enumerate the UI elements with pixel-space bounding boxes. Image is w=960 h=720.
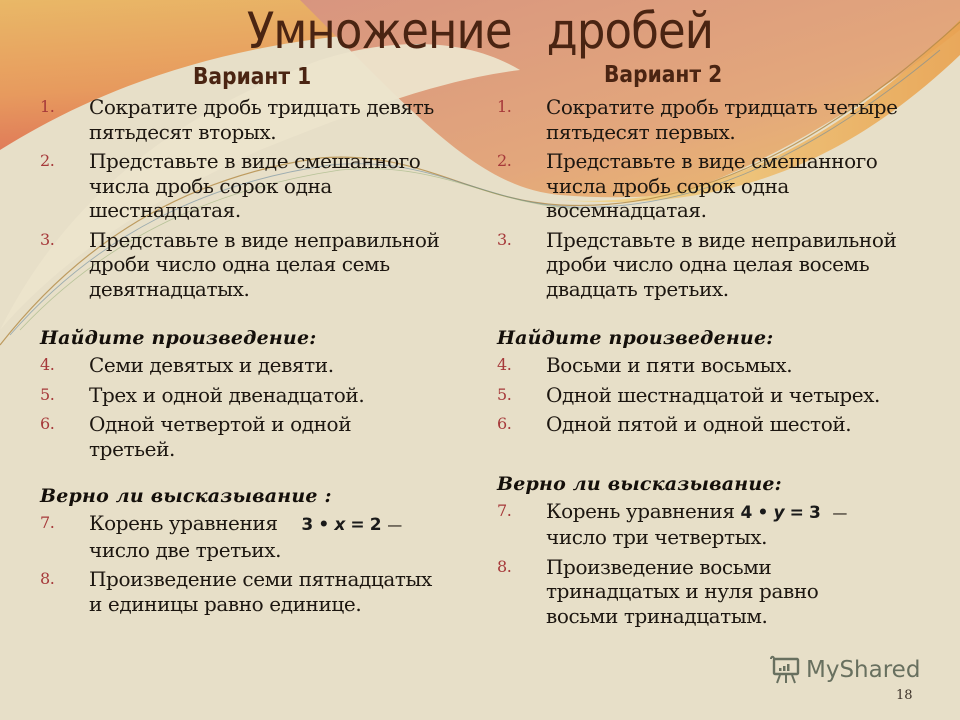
item-number: 1.: [497, 97, 512, 116]
variant-1-column: [40, 95, 480, 621]
item-text: Сократите дробь тридцать четыре пятьдесят первых.: [546, 95, 898, 144]
item-number: 1.: [40, 97, 55, 116]
variant-2-heading: Вариант 2: [604, 62, 723, 88]
item-text-continued: число две третьих.: [89, 537, 282, 562]
variant-1-heading: Вариант 1: [193, 64, 312, 90]
task-item: [497, 383, 937, 408]
slide-title: Умножение дробей: [246, 2, 714, 60]
dash: —: [832, 503, 847, 522]
task-item: [497, 95, 937, 144]
equation-left: 3 •: [301, 515, 335, 535]
item-number: 5.: [497, 384, 512, 404]
item-text: Одной шестнадцатой и четырех.: [546, 382, 881, 407]
task-item: [497, 499, 937, 550]
item-number: 7.: [497, 500, 512, 520]
item-number: 3.: [497, 229, 512, 249]
task-item: [40, 95, 480, 144]
section-heading-product: Найдите произведение:: [497, 327, 774, 349]
equation-right: = 3: [784, 502, 821, 523]
item-text: Одной пятой и одной шестой.: [546, 412, 852, 436]
task-item: [497, 149, 937, 223]
item-text: Восьми и пяти восьмых.: [546, 353, 793, 377]
item-text: Представьте в виде смешанного числа дробь сорок одна шестнадцатая.: [89, 149, 421, 222]
section-heading-statement: Верно ли высказывание:: [497, 472, 782, 495]
task-item: [40, 412, 480, 461]
task-item: [497, 353, 937, 378]
item-text: Представьте в виде неправильной дроби число одна целая семь девятнадцатых.: [89, 227, 440, 301]
item-number: 6.: [497, 414, 512, 433]
item-number: 4.: [40, 355, 55, 374]
equation: [741, 503, 821, 523]
item-text: Произведение восьми тринадцатых и нуля равно восьми тринадцатым.: [546, 554, 819, 628]
section-heading-product: Найдите произведение:: [40, 327, 317, 349]
item-number: 8.: [40, 569, 55, 588]
task-item: [40, 567, 480, 616]
item-number: 4.: [497, 355, 512, 374]
item-text: Сократите дробь тридцать девять пятьдесят вторых.: [89, 95, 434, 144]
item-text: Семи девятых и девяти.: [89, 353, 334, 377]
item-text: Корень уравнения: [89, 511, 278, 535]
task-item: [40, 353, 480, 378]
item-number: 3.: [40, 229, 55, 249]
myshared-watermark: [768, 655, 920, 685]
task-item: [40, 228, 480, 302]
task-item: [40, 511, 480, 562]
dash: —: [387, 516, 402, 534]
item-text: Произведение семи пятнадцатых и единицы равно единице.: [89, 567, 432, 616]
task-item: [40, 383, 480, 408]
item-text-continued: число три четвертых.: [546, 525, 768, 549]
task-item: [497, 555, 937, 629]
equation-right: = 2: [344, 515, 382, 535]
item-number: 5.: [40, 384, 55, 404]
item-number: 8.: [497, 556, 512, 576]
item-number: 2.: [497, 151, 512, 170]
item-text: Представьте в виде неправильной дроби число одна целая восемь двадцать третьих.: [546, 227, 897, 301]
item-number: 7.: [40, 513, 55, 532]
equation-left: 4 •: [740, 502, 774, 523]
equation-variable: y: [773, 502, 785, 523]
task-item: [40, 149, 480, 223]
item-text: Представьте в виде смешанного числа дробь сорок одна восемнадцатая.: [546, 149, 878, 222]
item-text: Одной четвертой и одной третьей.: [89, 412, 352, 461]
item-number: 6.: [40, 414, 55, 433]
slide-number: 18: [896, 688, 913, 703]
task-item: [497, 412, 937, 437]
variant-2-column: [497, 95, 937, 633]
equation: [301, 515, 381, 535]
item-number: 2.: [40, 151, 55, 170]
equation-variable: x: [334, 515, 345, 535]
task-item: [497, 228, 937, 302]
watermark-label: MyShared: [806, 657, 921, 683]
item-text: Корень уравнения: [546, 498, 735, 523]
item-text: Трех и одной двенадцатой.: [89, 382, 365, 407]
section-heading-statement: Верно ли высказывание :: [40, 485, 332, 507]
presentation-board-icon: [768, 655, 802, 685]
